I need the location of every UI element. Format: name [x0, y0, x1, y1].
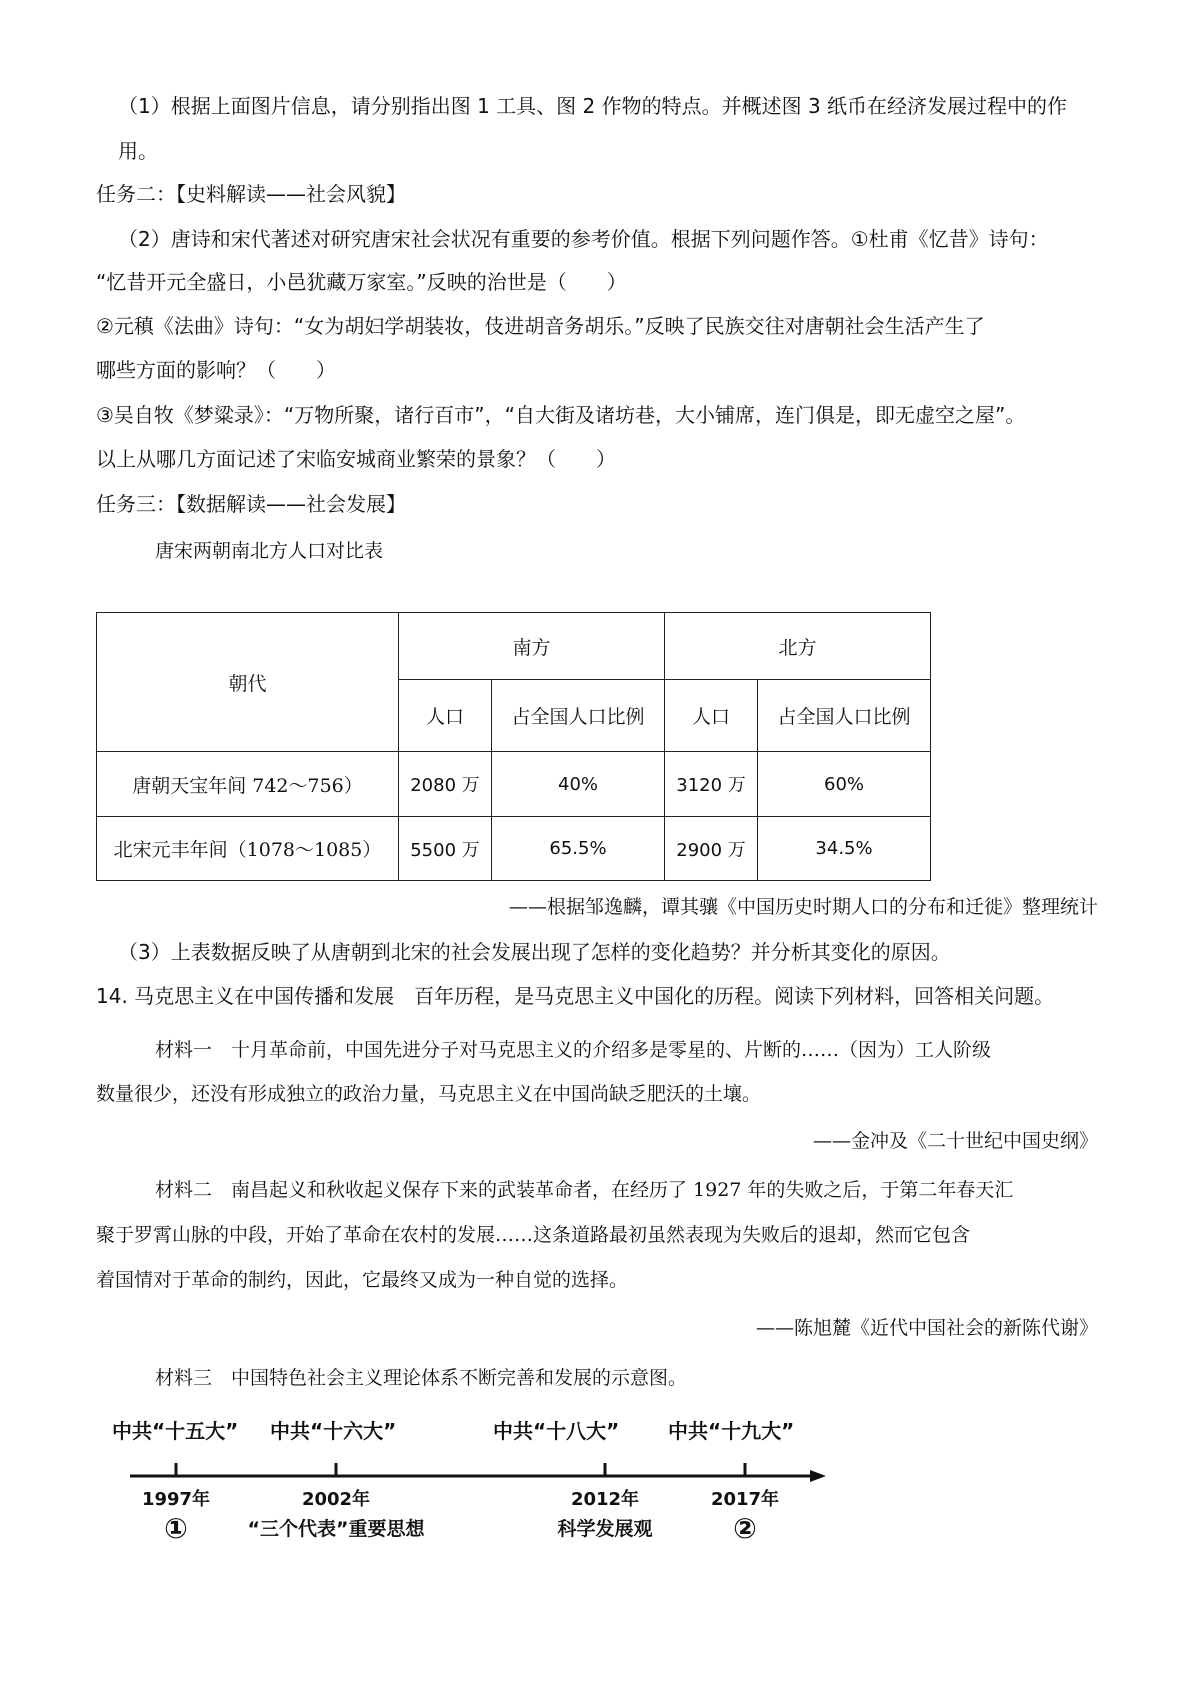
cell-dynasty: 北宋元丰年间（1078～1085） — [97, 817, 399, 881]
marker-2: ② — [733, 1512, 757, 1545]
material2-line2: 聚于罗霄山脉的中段，开始了革命在农村的发展……这条道路最初虽然表现为失败后的退却，然而它包含 — [96, 1224, 971, 1246]
question2-line5: ③吴自牧《梦粱录》：“万物所聚，诸行百市”，“自大街及诸坊巷，大小铺席，连门俱是，即无虚空之屋”。 — [96, 403, 1026, 427]
cell-north-ratio: 60% — [758, 752, 931, 817]
subheader-ratio-south: 占全国人口比例 — [492, 680, 665, 752]
cell-south-population: 2080 万 — [399, 752, 492, 817]
cell-north-ratio: 34.5% — [758, 817, 931, 881]
header-dynasty: 朝代 — [97, 613, 399, 752]
year-2017: 2017年 — [710, 1489, 780, 1510]
material3-line: 材料三 中国特色社会主义理论体系不断完善和发展的示意图。 — [155, 1367, 688, 1389]
task2-heading: 任务二：【史料解读——社会风貌】 — [96, 182, 406, 206]
question2-line4: 哪些方面的影响？（ ） — [96, 358, 336, 382]
question2-line3: ②元稹《法曲》诗句：“女为胡妇学胡装妆，伎进胡音务胡乐。”反映了民族交往对唐朝社会生活产生了 — [96, 314, 985, 338]
year-2012: 2012年 — [570, 1489, 640, 1510]
material2-line3: 着国情对于革命的制约，因此，它最终又成为一种自觉的选择。 — [96, 1269, 629, 1291]
year-1997: 1997年 — [141, 1489, 211, 1510]
cell-north-population: 2900 万 — [665, 817, 758, 881]
table-row — [97, 817, 931, 881]
year-2002: 2002年 — [301, 1489, 371, 1510]
question2-line2: “忆昔开元全盛日，小邑犹藏万家室。”反映的治世是（ ） — [96, 270, 627, 294]
cell-south-population: 5500 万 — [399, 817, 492, 881]
congress-16-label: 中共“十六大” — [270, 1419, 397, 1443]
cell-dynasty: 唐朝天宝年间 742～756） — [97, 752, 399, 817]
theory-2012: 科学发展观 — [557, 1518, 653, 1540]
question1-line1: （1）根据上面图片信息，请分别指出图 1 工具、图 2 作物的特点。并概述图 3 纸币在经济发展过程中的作 — [118, 94, 1068, 118]
header-north: 北方 — [665, 613, 931, 680]
timeline-arrowhead — [810, 1470, 826, 1482]
congress-18-label: 中共“十八大” — [493, 1419, 620, 1443]
congress-15-label: 中共“十五大” — [112, 1419, 239, 1443]
material2-line1: 材料二 南昌起义和秋收起义保存下来的武装革命者，在经历了 1927 年的失败之后，于第二年春天汇 — [155, 1179, 1014, 1201]
cell-south-ratio: 65.5% — [492, 817, 665, 881]
question14-intro: 14. 马克思主义在中国传播和发展 百年历程，是马克思主义中国化的历程。阅读下列材料，回答相关问题。 — [96, 984, 1055, 1008]
population-table — [96, 612, 931, 881]
marker-1: ① — [164, 1512, 188, 1545]
cell-north-population: 3120 万 — [665, 752, 758, 817]
material1-line2: 数量很少，还没有形成独立的政治力量，马克思主义在中国尚缺乏肥沃的土壤。 — [96, 1083, 762, 1105]
question3-line1: （3）上表数据反映了从唐朝到北宋的社会发展出现了怎样的变化趋势？并分析其变化的原因。 — [118, 940, 951, 964]
table-caption: 唐宋两朝南北方人口对比表 — [155, 540, 384, 562]
question1-line2: 用。 — [118, 139, 158, 163]
theory-timeline — [100, 1400, 840, 1570]
subheader-population-south: 人口 — [399, 680, 492, 752]
subheader-ratio-north: 占全国人口比例 — [758, 680, 931, 752]
header-south: 南方 — [399, 613, 665, 680]
congress-19-label: 中共“十九大” — [668, 1419, 795, 1443]
table-row — [97, 752, 931, 817]
question2-line1: （2）唐诗和宋代著述对研究唐宋社会状况有重要的参考价值。根据下列问题作答。①杜甫《忆昔》诗句： — [118, 227, 1049, 251]
material1-source: ——金冲及《二十世纪中国史纲》 — [812, 1130, 1098, 1152]
task3-heading: 任务三：【数据解读——社会发展】 — [96, 492, 406, 516]
material1-line1: 材料一 十月革命前，中国先进分子对马克思主义的介绍多是零星的、片断的……（因为）工人阶级 — [155, 1039, 992, 1061]
material2-source: ——陈旭麓《近代中国社会的新陈代谢》 — [755, 1317, 1098, 1339]
cell-south-ratio: 40% — [492, 752, 665, 817]
subheader-population-north: 人口 — [665, 680, 758, 752]
theory-2002: “三个代表”重要思想 — [247, 1518, 425, 1540]
table-source: ——根据邹逸麟，谭其骧《中国历史时期人口的分布和迁徙》整理统计 — [508, 896, 1098, 918]
question2-line6: 以上从哪几方面记述了宋临安城商业繁荣的景象？（ ） — [96, 447, 616, 471]
